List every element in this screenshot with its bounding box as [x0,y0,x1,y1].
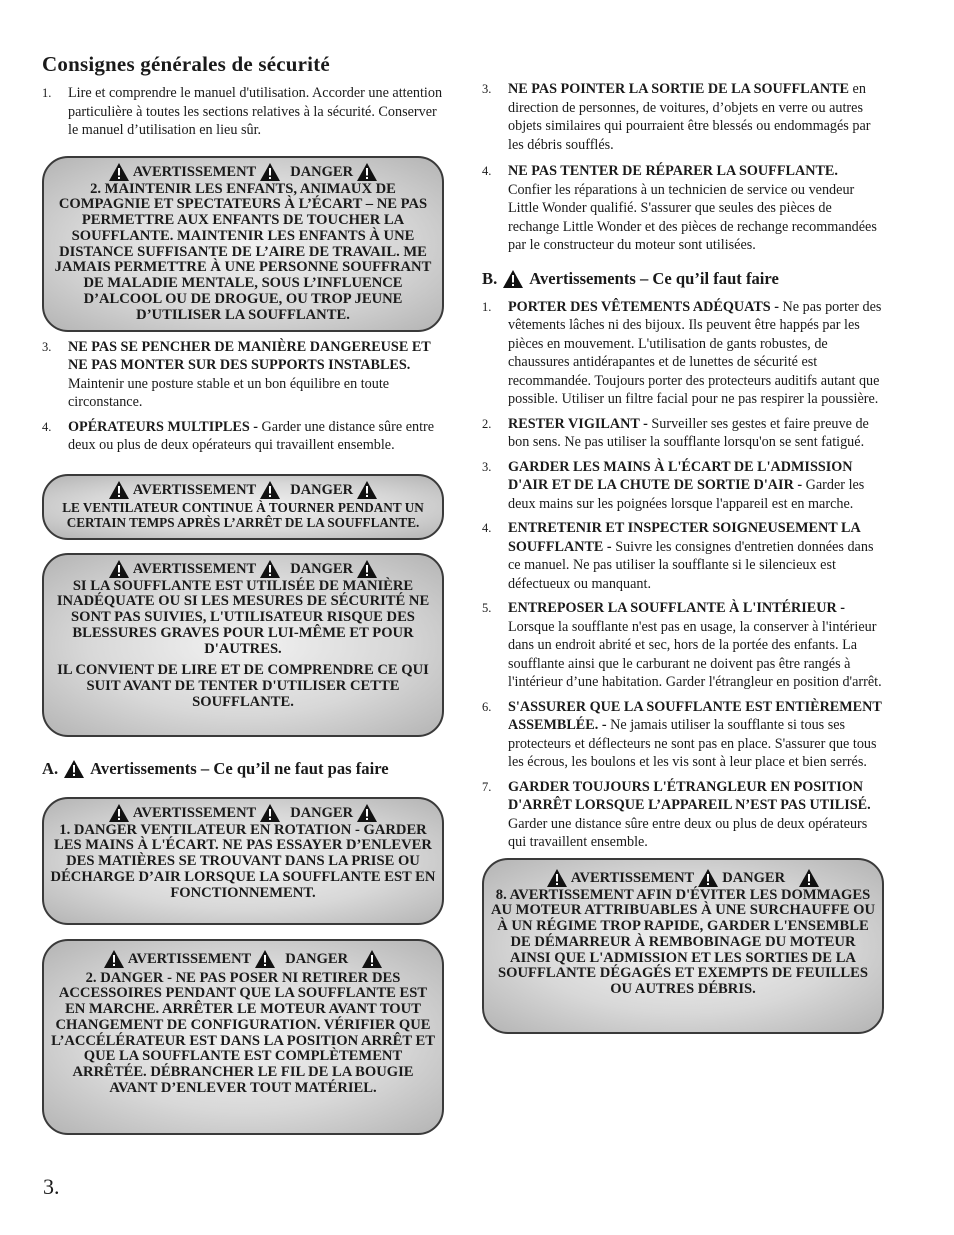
warning-triangle-icon [108,559,130,579]
item-bold-text: NE PAS TENTER DE RÉPARER LA SOUFFLANTE. [508,163,838,179]
right-column [482,80,884,1034]
warning-box-text: 2. DANGER - NE PAS POSER NI RETIRER DES ACCESSOIRES PENDANT QUE LA SOUFFLANTE EST EN MARCHE. ARRÊTER LE MOTEUR AVANT TOUT CHANGEMENT DE CONFIGURATION. VÉRIFIER QUE L’ACCÉLÉRATEUR EST DANS LA POSITION ARRÊT ET QUE LA SOUFFLANTE EST COMPLÈTEMENT ARRÊTÉE. DÉBRANCHER LE FIL DE LA BOUGIE AVANT D’ENLEVER TOUT MATÉRIEL. [51,969,435,1097]
item-text: Garder une distance sûre entre deux ou plus de deux opérateurs qui travaillent ensemble. [508,815,868,850]
danger-label: DANGER [290,481,354,498]
section-title: Avertissements – Ce qu’il faut faire [529,268,779,288]
item-number: 3. [482,82,492,96]
warning-box [42,939,444,1135]
warning-triangle-icon [63,759,85,779]
warning-box-text: 2. MAINTENIR LES ENFANTS, ANIMAUX DE COMPAGNIE ET SPECTATEURS À L’ÉCART – NE PAS PERMETTRE AUX ENFANTS DE TOUCHER LA SOUFFLANTE. MAINTENIR LES ENFANTS À UNE DISTANCE SUFFISANTE DE L’AIRE DE TRAVAIL. ME JAMAIS PERMETTRE À UNE PERSONNE SOUFFRANT DE MALADIE MENTALE, SOUS L’INFLUENCE D’ALCOOL OU DE DROGUE, OU TROP JEUNE D’UTILISER LA SOUFFLANTE. [54,180,432,323]
warning-box-header [50,480,436,500]
page-number: 3. [43,1174,60,1199]
warning-triangle-icon [356,803,378,823]
warning-label: AVERTISSEMENT [132,481,257,498]
section-letter: B. [482,268,498,288]
list-item [42,84,444,140]
warning-triangle-icon [356,162,378,182]
item-number: 1. [42,86,52,100]
warning-triangle-icon [361,949,383,969]
item-bold-text: OPÉRATEURS MULTIPLES - [68,418,258,435]
list-item [482,778,884,852]
warning-triangle-icon [254,949,276,969]
warning-triangle-icon [259,480,281,500]
warning-box [42,156,444,332]
section-a-heading [42,759,444,779]
item-number: 2. [482,416,492,431]
item-text: Maintenir une posture stable et un bon équilibre en toute circonstance. [68,375,390,410]
warning-label: AVERTISSEMENT [132,163,257,180]
list-item [482,80,884,154]
item-bold-text: GARDER TOUJOURS L'ÉTRANGLEUR EN POSITION D'ARRÊT LORSQUE L’APPAREIL N’EST PAS UTILISÉ. [508,778,871,813]
list-item [482,298,884,409]
danger-label: DANGER [290,163,354,180]
warning-triangle-icon [108,480,130,500]
warning-box-text: 1. DANGER VENTILATEUR EN ROTATION - GARDER LES MAINS À L'ÉCART. NE PAS ESSAYER D’ENLEVER DES MATIÈRES SE TROUVANT DANS LA PRISE OU DÉCHARGE D’AIR LORSQUE LA SOUFFLANTE EST EN FONCTIONNEMENT. [50,821,436,901]
warning-paragraph: SI LA SOUFFLANTE EST UTILISÉE DE MANIÈRE INADÉQUATE OU SI LES MESURES DE SÉCURITÉ NE SONT PAS SUIVIES, L'UTILISATEUR RISQUE DES BLESSURES GRAVES POUR LUI-MÊME ET POUR D'AUTRES. [56,577,430,657]
warning-paragraph: IL CONVIENT DE LIRE ET DE COMPRENDRE CE QUI SUIT AVANT DE TENTER D'UTILISER CETTE SOUFFLANTE. [57,662,429,711]
item-text: Ne jamais utiliser la soufflante si tous ses protecteurs et déflecteurs ne sont pas en place. S'assurer que tous les écrous, les boulons et les vis sont à leur place et bien serrés. [508,717,877,770]
item-number: 3. [42,339,52,354]
warning-label: AVERTISSEMENT [127,950,252,967]
danger-label: DANGER [290,804,354,821]
danger-label: DANGER [285,950,349,967]
warning-box-text: LE VENTILATEUR CONTINUE À TOURNER PENDANT UN CERTAIN TEMPS APRÈS L’ARRÊT DE LA SOUFFLANTE. [62,499,424,530]
item-text: Lorsque la soufflante n'est pas en usage, la conserver à l'intérieur dans un endroit abrité et sec, hors de la portée des enfants. La soufflante ainsi que le carburant ne doivent pas être rangés à l'intérieur d’une habitation. Garder l'étrangleur en position d'arrêt. [508,618,882,690]
warning-triangle-icon [108,162,130,182]
item-bold-text: NE PAS SE PENCHER DE MANIÈRE DANGEREUSE ET NE PAS MONTER SUR DES SUPPORTS INSTABLES. [68,338,431,373]
item-number: 1. [482,299,492,314]
item-number: 5. [482,601,492,615]
item-bold-text: PORTER DES VÊTEMENTS ADÉQUATS - [508,298,779,315]
warning-triangle-icon [502,269,524,289]
warning-label: AVERTISSEMENT [132,560,257,577]
warning-box [482,858,884,1034]
item-text: Garder une distance sûre entre deux ou plus de deux opérateurs qui travaillent ensemble. [68,418,435,453]
item-number: 3. [482,459,492,474]
warning-box-header [50,559,436,579]
item-text: Ne pas porter des vêtements lâches ni des bijoux. Ils peuvent être happés par les pièces en mouvement. L'utilisation de gants robustes, de chaussures antidérapantes et de lunettes de sécurité est recommandée. Toujours porter des protecteurs auditifs autant que possible. Utiliser un filtre facial pour ne pas respirer la poussière. [508,298,882,407]
warning-label: AVERTISSEMENT [132,804,257,821]
warning-triangle-icon [259,162,281,182]
section-letter: A. [42,758,59,778]
item-number: 4. [482,521,492,535]
list-item [482,599,884,692]
item-number: 4. [482,164,492,178]
warning-box-text [50,579,436,711]
item-bold-text: ENTREPOSER LA SOUFFLANTE À L'INTÉRIEUR - [508,600,846,616]
item-bold-text: RESTER VIGILANT - [508,415,648,432]
item-bold-text: S'ASSURER QUE LA SOUFFLANTE EST ENTIÈREMENT ASSEMBLÉE. - [508,698,882,733]
section-title: Avertissements – Ce qu’il ne faut pas faire [90,758,389,778]
list-item [482,698,884,772]
warning-triangle-icon [356,559,378,579]
left-column [42,52,444,1135]
warning-box [42,797,444,925]
warning-box [42,474,444,540]
warning-triangle-icon [697,868,719,888]
warning-box-header [50,803,436,823]
warning-triangle-icon [798,868,820,888]
warning-box-text: 8. AVERTISSEMENT AFIN D'ÉVITER LES DOMMAGES AU MOTEUR ATTRIBUABLES À UNE SURCHAUFFE OU À UN RÉGIME TROP RAPIDE, GARDER L'ENSEMBLE DE DÉMARREUR À REMBOBINAGE DU MOTEUR AINSI QUE L'ADMISSION ET LES SORTIES DE LA SOUFFLANTE DÉGAGÉS ET EXEMPTS DE FEUILLES OU AUTRES DÉBRIS. [490,886,876,998]
item-bold-text: ENTRETENIR ET INSPECTER SOIGNEUSEMENT LA SOUFFLANTE - [508,520,860,555]
danger-label: DANGER [722,869,786,886]
page-title: Consignes générales de sécurité [42,52,330,76]
item-number: 7. [482,779,492,794]
warning-box-header [50,162,436,182]
item-number: 4. [42,419,52,434]
list-item [482,519,884,593]
list-item [482,162,884,255]
item-text: Lire et comprendre le manuel d'utilisation. Accorder une attention particulière à toutes les sections relatives à la sécurité. Conserver le manuel d’utilisation en lieu sûr. [68,85,443,138]
warning-triangle-icon [108,803,130,823]
warning-triangle-icon [259,803,281,823]
warning-box-header [50,949,436,969]
item-text: en direction de personnes, de voitures, d’objets en verre ou autres objets similaires qui pourraient être blessés ou endommagés par les débris soufflés. [508,81,871,153]
item-bold-text: NE PAS POINTER LA SORTIE DE LA SOUFFLANTE [508,81,849,97]
warning-box [42,553,444,737]
warning-label: AVERTISSEMENT [570,869,695,886]
list-item [482,415,884,452]
warning-box-header [490,868,876,888]
list-item [42,418,444,455]
danger-label: DANGER [290,560,354,577]
item-text: Surveiller ses gestes et faire preuve de bon sens. Ne pas utiliser la soufflante lorsqu'on se sent fatigué. [508,415,869,450]
warning-triangle-icon [259,559,281,579]
warning-triangle-icon [546,868,568,888]
item-text: Confier les réparations à un technicien de service ou vendeur Little Wonder qualifié. S'assurer que seules des pièces de rechange Little Wonder et des pièces de rechange recommandées par le constructeur du moteur sont utilisées. [508,181,877,253]
warning-triangle-icon [356,480,378,500]
section-b-heading [482,269,884,289]
warning-triangle-icon [103,949,125,969]
list-item [482,458,884,514]
item-bold-text: GARDER LES MAINS À L'ÉCART DE L'ADMISSION D'AIR ET DE LA CHUTE DE SORTIE D'AIR - [508,458,853,493]
item-number: 6. [482,699,492,714]
list-item [42,338,444,412]
item-text: Garder les deux mains sur les poignées lorsque l'appareil est en marche. [508,477,865,512]
item-text: Suivre les consignes d'entretien données dans ce manuel. Ne pas utiliser la soufflante si le silencieux est défectueux ou manquant. [508,538,874,592]
